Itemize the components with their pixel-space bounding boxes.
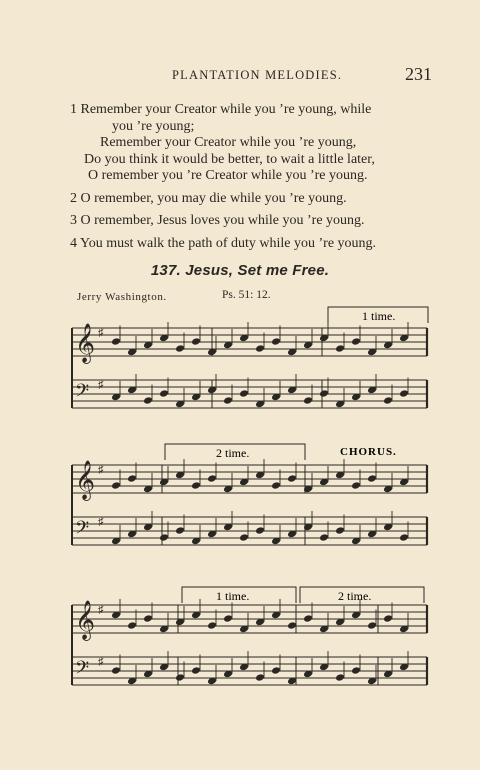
note-head [255,526,265,535]
note-head [319,389,329,398]
verse-line: Do you think it would be better, to wait a little later, [84,151,375,167]
note-head [271,481,281,490]
note-head [159,389,169,398]
chorus-label: CHORUS. [340,446,397,458]
bass-clef-icon: 𝄢 [75,380,90,405]
volta-label: 1 time. [362,309,396,323]
note-head [175,526,185,535]
note-head [335,344,345,353]
note-head [319,533,329,542]
verse-line: 4 You must walk the path of duty while you ’re young. [70,235,377,251]
note-head [271,666,281,675]
sharp-icon: ♯ [98,464,104,476]
note-head [175,673,185,682]
staff-lines [72,324,427,685]
page-number: 231 [405,64,432,84]
note-head [207,474,217,483]
treble-clef-icon: 𝄞 [75,462,96,499]
note-head [351,666,361,675]
running-title: PLANTATION MELODIES. [172,68,343,82]
note-head [143,396,153,405]
note-head [191,666,201,675]
sharp-icon: ♯ [98,656,104,668]
note-head [383,614,393,623]
note-head [383,396,393,405]
treble-clef-icon: 𝄞 [75,602,96,639]
verse-line: 1 Remember your Creator while you ’re young, while [70,102,372,117]
note-head [207,621,217,630]
note-head [111,666,121,675]
note-head [175,344,185,353]
volta-label: 2 time. [338,589,372,603]
note-head [303,614,313,623]
note-head [271,337,281,346]
verse-line: 3 O remember, Jesus loves you while you ’re young. [70,213,365,228]
note-head [127,474,137,483]
note-head [287,621,297,630]
note-head [335,526,345,535]
volta-label: 1 time. [216,589,250,603]
note-head [111,481,121,490]
note-head [367,621,377,630]
sharp-icon: ♯ [98,379,104,391]
verse-line: you ’re young; [112,118,195,134]
note-head [239,533,249,542]
note-head [255,673,265,682]
note-head [351,481,361,490]
note-head [399,533,409,542]
verse-line: Remember your Creator while you ’re young, [100,135,357,150]
notes [111,322,409,685]
sharp-icon: ♯ [98,604,104,616]
bass-clef-icon: 𝄢 [75,517,90,542]
sharp-icon: ♯ [98,516,104,528]
barlines [72,328,427,685]
note-head [143,614,153,623]
volta-label: 2 time. [216,446,250,460]
treble-clef-icon: 𝄞 [75,325,96,362]
note-head [223,614,233,623]
note-head [191,337,201,346]
verse-line: 2 O remember, you may die while you ’re young. [70,190,347,206]
note-head [255,344,265,353]
note-head [127,621,137,630]
note-head [287,474,297,483]
note-head [399,389,409,398]
note-head [111,337,121,346]
hymn-title: 137. Jesus, Set me Free. [150,262,330,279]
scripture-reference: Ps. 51: 12. [222,289,271,301]
note-head [239,389,249,398]
verse-line: O remember you ’re Creator while you ’re young. [88,168,368,183]
note-head [191,481,201,490]
sharp-icon: ♯ [98,327,104,339]
composer: Jerry Washington. [77,291,167,303]
note-head [159,533,169,542]
bass-clef-icon: 𝄢 [75,657,90,682]
note-head [335,673,345,682]
note-head [223,396,233,405]
note-head [303,396,313,405]
note-head [367,474,377,483]
note-head [351,337,361,346]
